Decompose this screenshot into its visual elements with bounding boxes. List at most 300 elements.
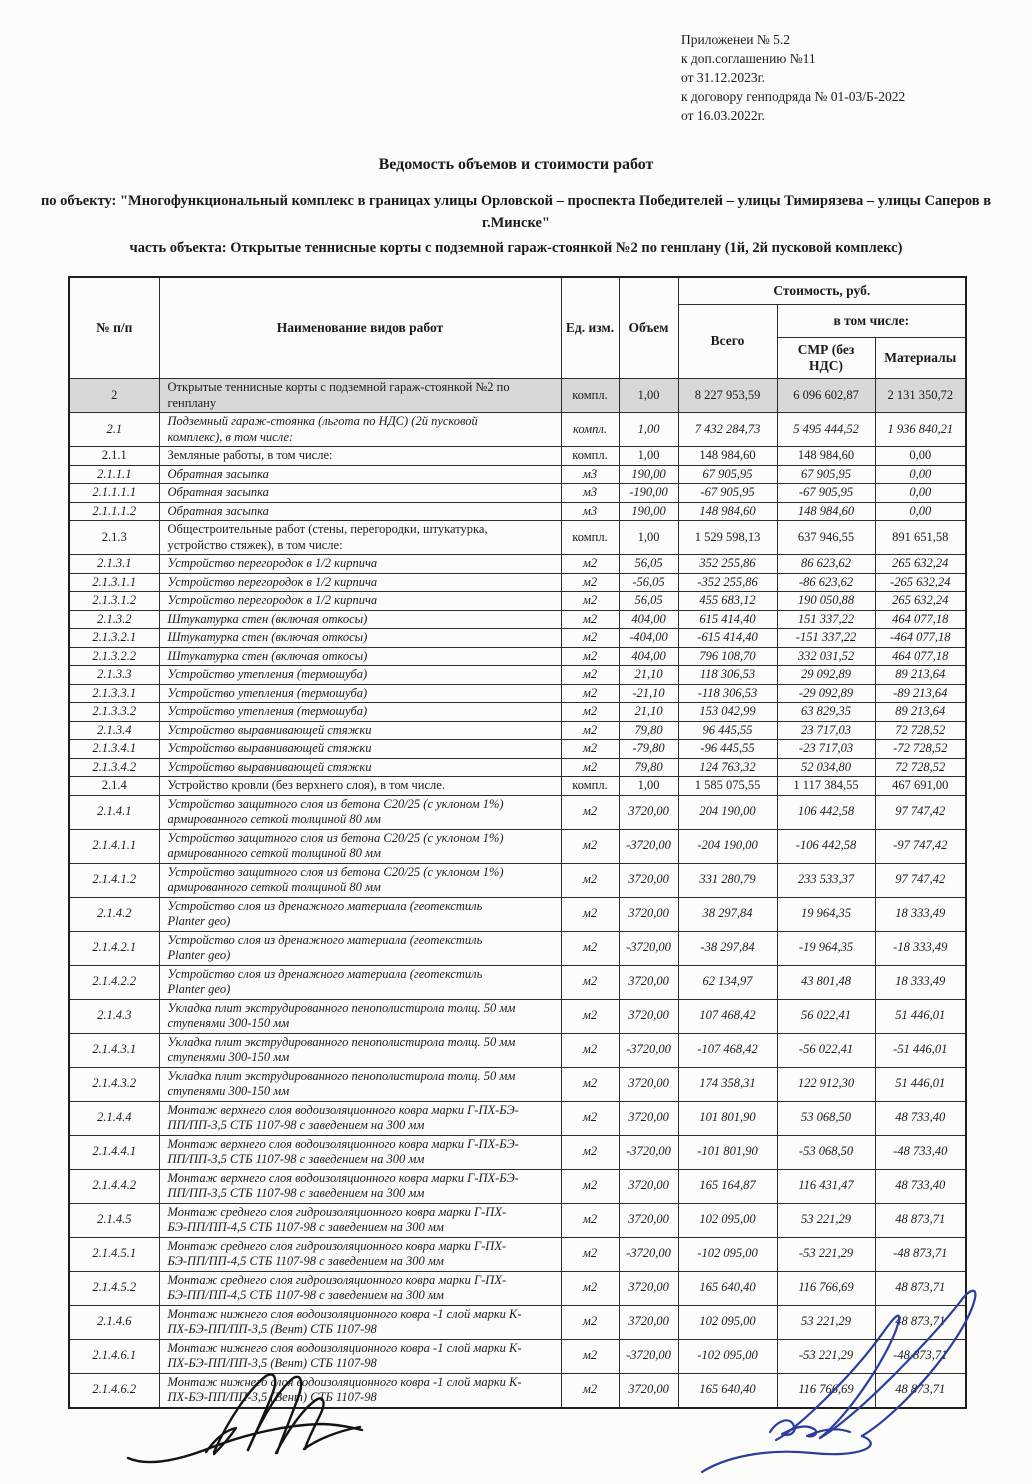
cell-materials: 72 728,52 <box>875 721 966 740</box>
cell-name: Устройство утепления (термошуба) <box>159 703 561 722</box>
cell-total: -352 255,86 <box>678 573 777 592</box>
cell-volume: 190,00 <box>619 502 678 521</box>
cell-smr: 116 766,69 <box>777 1373 875 1408</box>
table-row <box>69 703 966 722</box>
col-header-num: № п/п <box>69 277 159 379</box>
cell-num: 2.1.4.3.2 <box>69 1067 159 1101</box>
cell-materials: -97 747,42 <box>875 829 966 863</box>
cell-smr: 122 912,30 <box>777 1067 875 1101</box>
cell-volume: 56,05 <box>619 555 678 574</box>
cell-total: 7 432 284,73 <box>678 413 777 447</box>
cell-unit: м2 <box>561 703 619 722</box>
cell-name: Устройство перегородок в 1/2 кирпича <box>159 573 561 592</box>
col-header-including: в том числе: <box>777 305 966 338</box>
table-row <box>69 863 966 897</box>
col-header-smr: СМР (без НДС) <box>777 338 875 379</box>
table-row <box>69 1305 966 1339</box>
cell-volume: 3720,00 <box>619 897 678 931</box>
cell-smr: 56 022,41 <box>777 999 875 1033</box>
cell-name: Обратная засыпка <box>159 502 561 521</box>
cell-materials: -265 632,24 <box>875 573 966 592</box>
cell-name: Монтаж среднего слоя гидроизоляционного ковра марки Г-ПХ-БЭ-ПП/ПП-4,5 СТБ 1107-98 с заведением на 300 мм <box>159 1203 561 1237</box>
table-row <box>69 1203 966 1237</box>
cell-smr: 116 431,47 <box>777 1169 875 1203</box>
cell-volume: -3720,00 <box>619 1033 678 1067</box>
cell-materials: -51 446,01 <box>875 1033 966 1067</box>
table-row <box>69 829 966 863</box>
cell-volume: 3720,00 <box>619 999 678 1033</box>
cell-total: 455 683,12 <box>678 592 777 611</box>
cell-total: -101 801,90 <box>678 1135 777 1169</box>
cell-num: 2.1.3.2 <box>69 610 159 629</box>
cell-volume: 3720,00 <box>619 1101 678 1135</box>
appendix-line: к доп.соглашению №11 <box>681 51 816 66</box>
cell-materials: 464 077,18 <box>875 647 966 666</box>
cell-total: 796 108,70 <box>678 647 777 666</box>
cell-volume: -3720,00 <box>619 829 678 863</box>
cell-unit: м2 <box>561 931 619 965</box>
cell-num: 2.1.4.4.2 <box>69 1169 159 1203</box>
cell-materials: 89 213,64 <box>875 666 966 685</box>
cell-volume: 56,05 <box>619 592 678 611</box>
cell-materials: 48 733,40 <box>875 1169 966 1203</box>
table-row <box>69 447 966 466</box>
cell-unit: м2 <box>561 629 619 648</box>
cell-total: -118 306,53 <box>678 684 777 703</box>
cell-num: 2.1 <box>69 413 159 447</box>
cell-name: Открытые теннисные корты с подземной гараж-стоянкой №2 по генплану <box>159 379 561 413</box>
cell-num: 2.1.4.3.1 <box>69 1033 159 1067</box>
table-row <box>69 931 966 965</box>
cell-total: 165 640,40 <box>678 1373 777 1408</box>
cell-total: 1 529 598,13 <box>678 521 777 555</box>
cell-num: 2.1.4.4 <box>69 1101 159 1135</box>
cell-name: Обратная засыпка <box>159 484 561 503</box>
table-row <box>69 629 966 648</box>
cell-unit: м2 <box>561 1067 619 1101</box>
cell-num: 2.1.3.4.1 <box>69 740 159 759</box>
cell-materials: 467 691,00 <box>875 777 966 796</box>
cell-smr: 29 092,89 <box>777 666 875 685</box>
cell-name: Устройство защитного слоя из бетона С20/25 (с уклоном 1%) армированного сеткой толщиной 80 мм <box>159 863 561 897</box>
cell-unit: м2 <box>561 610 619 629</box>
cell-materials: -48 873,71 <box>875 1339 966 1373</box>
cell-unit: м2 <box>561 666 619 685</box>
table-row <box>69 684 966 703</box>
col-header-materials: Материалы <box>875 338 966 379</box>
cell-total: 102 095,00 <box>678 1305 777 1339</box>
table-row <box>69 592 966 611</box>
table-row <box>69 721 966 740</box>
table-row <box>69 1373 966 1408</box>
cell-total: -204 190,00 <box>678 829 777 863</box>
cell-unit: м2 <box>561 1373 619 1408</box>
cell-materials: 2 131 350,72 <box>875 379 966 413</box>
cell-unit: м2 <box>561 647 619 666</box>
cell-smr: 63 829,35 <box>777 703 875 722</box>
cell-volume: -3720,00 <box>619 1135 678 1169</box>
cell-name: Земляные работы, в том числе: <box>159 447 561 466</box>
cell-num: 2.1.3.2.1 <box>69 629 159 648</box>
cell-smr: 116 766,69 <box>777 1271 875 1305</box>
cell-unit: м2 <box>561 1033 619 1067</box>
cell-unit: компл. <box>561 521 619 555</box>
cell-smr: 86 623,62 <box>777 555 875 574</box>
appendix-line: от 31.12.2023г. <box>681 70 765 85</box>
cell-materials: 0,00 <box>875 502 966 521</box>
cell-name: Устройство перегородок в 1/2 кирпича <box>159 592 561 611</box>
cell-unit: м2 <box>561 863 619 897</box>
cell-total: 165 640,40 <box>678 1271 777 1305</box>
cell-num: 2 <box>69 379 159 413</box>
cell-smr: 6 096 602,87 <box>777 379 875 413</box>
cell-unit: м3 <box>561 465 619 484</box>
cell-name: Устройство кровли (без верхнего слоя), в том числе. <box>159 777 561 796</box>
cell-volume: 1,00 <box>619 521 678 555</box>
cell-materials: 97 747,42 <box>875 863 966 897</box>
cell-materials: 97 747,42 <box>875 795 966 829</box>
cell-materials: 51 446,01 <box>875 1067 966 1101</box>
cell-name: Подземный гараж-стоянка (льгота по НДС) (2й пусковой комплекс), в том числе: <box>159 413 561 447</box>
cell-smr: -53 068,50 <box>777 1135 875 1169</box>
works-table-body <box>69 379 966 1408</box>
cell-materials: 18 333,49 <box>875 965 966 999</box>
cell-volume: 404,00 <box>619 610 678 629</box>
cell-total: -67 905,95 <box>678 484 777 503</box>
cell-total: 107 468,42 <box>678 999 777 1033</box>
cell-name: Укладка плит экструдированного пенополистирола толщ. 50 мм ступенями 300-150 мм <box>159 999 561 1033</box>
cell-materials: 0,00 <box>875 484 966 503</box>
cell-materials: -18 333,49 <box>875 931 966 965</box>
subtitle-part: часть объекта: Открытые теннисные корты с подземной гараж-стоянкой №2 по генплану (1й, 2й пусковой комплекс) <box>129 240 903 256</box>
table-row <box>69 1169 966 1203</box>
cell-volume: 21,10 <box>619 666 678 685</box>
cell-num: 2.1.4.1.2 <box>69 863 159 897</box>
table-row <box>69 777 966 796</box>
cell-volume: -3720,00 <box>619 1339 678 1373</box>
cell-volume: 1,00 <box>619 447 678 466</box>
appendix-line: к договору генподряда № 01-03/Б-2022 <box>681 89 906 104</box>
cell-smr: 43 801,48 <box>777 965 875 999</box>
cell-num: 2.1.4.1 <box>69 795 159 829</box>
cell-num: 2.1.3 <box>69 521 159 555</box>
cell-smr: 106 442,58 <box>777 795 875 829</box>
cell-total: -107 468,42 <box>678 1033 777 1067</box>
cell-num: 2.1.3.2.2 <box>69 647 159 666</box>
cell-num: 2.1.3.3.2 <box>69 703 159 722</box>
cell-total: 204 190,00 <box>678 795 777 829</box>
table-row <box>69 1339 966 1373</box>
cell-smr: -23 717,03 <box>777 740 875 759</box>
cell-unit: м2 <box>561 1169 619 1203</box>
cell-volume: -3720,00 <box>619 931 678 965</box>
cell-num: 2.1.4.4.1 <box>69 1135 159 1169</box>
cell-smr: -56 022,41 <box>777 1033 875 1067</box>
cell-smr: 19 964,35 <box>777 897 875 931</box>
cell-total: -102 095,00 <box>678 1237 777 1271</box>
cell-volume: 1,00 <box>619 379 678 413</box>
cell-smr: 53 221,29 <box>777 1203 875 1237</box>
cell-unit: м2 <box>561 1135 619 1169</box>
cell-name: Устройство выравнивающей стяжки <box>159 758 561 777</box>
cell-materials: 0,00 <box>875 465 966 484</box>
cell-num: 2.1.4.2.2 <box>69 965 159 999</box>
cell-num: 2.1.4.6.2 <box>69 1373 159 1408</box>
cell-materials: -89 213,64 <box>875 684 966 703</box>
cell-unit: м2 <box>561 592 619 611</box>
cell-materials: -48 733,40 <box>875 1135 966 1169</box>
cell-num: 2.1.3.1 <box>69 555 159 574</box>
cell-smr: 1 117 384,55 <box>777 777 875 796</box>
cell-volume: 190,00 <box>619 465 678 484</box>
cell-smr: 23 717,03 <box>777 721 875 740</box>
cell-total: 153 042,99 <box>678 703 777 722</box>
cell-num: 2.1.1.1 <box>69 465 159 484</box>
cell-num: 2.1.4.5.2 <box>69 1271 159 1305</box>
cell-materials: -48 873,71 <box>875 1237 966 1271</box>
cell-num: 2.1.4.2.1 <box>69 931 159 965</box>
cell-name: Устройство утепления (термошуба) <box>159 684 561 703</box>
cell-materials: 48 873,71 <box>875 1203 966 1237</box>
cell-name: Устройство выравнивающей стяжки <box>159 740 561 759</box>
cell-num: 2.1.3.4.2 <box>69 758 159 777</box>
cell-num: 2.1.4.5.1 <box>69 1237 159 1271</box>
cell-volume: 3720,00 <box>619 965 678 999</box>
cell-name: Монтаж среднего слоя гидроизоляционного ковра марки Г-ПХ-БЭ-ПП/ПП-4,5 СТБ 1107-98 с заведением на 300 мм <box>159 1271 561 1305</box>
cell-total: 352 255,86 <box>678 555 777 574</box>
cell-name: Укладка плит экструдированного пенополистирола толщ. 50 мм ступенями 300-150 мм <box>159 1067 561 1101</box>
cell-total: -102 095,00 <box>678 1339 777 1373</box>
cell-name: Общестроительные работ (стены, перегородки, штукатурка, устройство стяжек), в том числе: <box>159 521 561 555</box>
cell-name: Укладка плит экструдированного пенополистирола толщ. 50 мм ступенями 300-150 мм <box>159 1033 561 1067</box>
cell-name: Монтаж верхнего слоя водоизоляционного ковра марки Г-ПХ-БЭ-ПП/ПП-3,5 СТБ 1107-98 с заведением на 300 мм <box>159 1169 561 1203</box>
cell-total: 67 905,95 <box>678 465 777 484</box>
cell-volume: 3720,00 <box>619 1271 678 1305</box>
cell-name: Устройство слоя из дренажного материала (геотекстиль Planter geo) <box>159 931 561 965</box>
cell-materials: 464 077,18 <box>875 610 966 629</box>
col-header-name: Наименование видов работ <box>159 277 561 379</box>
cell-name: Штукатурка стен (включая откосы) <box>159 629 561 648</box>
cell-volume: 1,00 <box>619 777 678 796</box>
cell-unit: м2 <box>561 829 619 863</box>
cell-smr: 52 034,80 <box>777 758 875 777</box>
cell-volume: 3720,00 <box>619 1373 678 1408</box>
cell-unit: м3 <box>561 484 619 503</box>
cell-total: 1 585 075,55 <box>678 777 777 796</box>
cell-unit: компл. <box>561 447 619 466</box>
table-row <box>69 573 966 592</box>
col-header-total: Всего <box>678 305 777 379</box>
cell-materials: 48 873,71 <box>875 1373 966 1408</box>
table-row <box>69 999 966 1033</box>
cell-volume: 3720,00 <box>619 1203 678 1237</box>
cell-unit: компл. <box>561 379 619 413</box>
cell-name: Обратная засыпка <box>159 465 561 484</box>
cell-name: Устройство выравнивающей стяжки <box>159 721 561 740</box>
page-title: Ведомость объемов и стоимости работ <box>378 156 654 173</box>
cell-num: 2.1.4.5 <box>69 1203 159 1237</box>
cell-total: -615 414,40 <box>678 629 777 648</box>
cell-total: 174 358,31 <box>678 1067 777 1101</box>
cell-num: 2.1.1.1.2 <box>69 502 159 521</box>
cell-smr: 5 495 444,52 <box>777 413 875 447</box>
cell-smr: 332 031,52 <box>777 647 875 666</box>
cell-name: Монтаж нижнего слоя водоизоляционного ковра -1 слой марки К-ПХ-БЭ-ПП/ПП-3,5 (Вент) СТБ 1107-98 <box>159 1305 561 1339</box>
cell-unit: компл. <box>561 413 619 447</box>
cell-unit: м2 <box>561 1237 619 1271</box>
cell-num: 2.1.3.3.1 <box>69 684 159 703</box>
works-table-header <box>69 277 966 379</box>
cell-volume: 3720,00 <box>619 863 678 897</box>
table-row <box>69 740 966 759</box>
cell-smr: -106 442,58 <box>777 829 875 863</box>
cell-materials: 48 733,40 <box>875 1101 966 1135</box>
cell-unit: м2 <box>561 684 619 703</box>
cell-smr: -53 221,29 <box>777 1237 875 1271</box>
cell-name: Монтаж среднего слоя гидроизоляционного ковра марки Г-ПХ-БЭ-ПП/ПП-4,5 СТБ 1107-98 с заведением на 300 мм <box>159 1237 561 1271</box>
cell-volume: 21,10 <box>619 703 678 722</box>
cell-volume: 79,80 <box>619 758 678 777</box>
appendix-block <box>681 30 905 125</box>
cell-materials: 1 936 840,21 <box>875 413 966 447</box>
cell-materials: -464 077,18 <box>875 629 966 648</box>
cell-unit: м3 <box>561 502 619 521</box>
table-row <box>69 1135 966 1169</box>
cell-num: 2.1.4.3 <box>69 999 159 1033</box>
cell-name: Устройство утепления (термошуба) <box>159 666 561 685</box>
cell-smr: -53 221,29 <box>777 1339 875 1373</box>
cell-smr: 233 533,37 <box>777 863 875 897</box>
cell-num: 2.1.1.1.1 <box>69 484 159 503</box>
cell-num: 2.1.4.2 <box>69 897 159 931</box>
cell-total: 148 984,60 <box>678 447 777 466</box>
cell-materials: 0,00 <box>875 447 966 466</box>
cell-materials: 265 632,24 <box>875 555 966 574</box>
appendix-line: Приложенеи № 5.2 <box>681 32 790 47</box>
cell-volume: 3720,00 <box>619 1305 678 1339</box>
cell-total: 101 801,90 <box>678 1101 777 1135</box>
cell-unit: м2 <box>561 573 619 592</box>
cell-total: -96 445,55 <box>678 740 777 759</box>
cell-unit: м2 <box>561 1101 619 1135</box>
cell-volume: -56,05 <box>619 573 678 592</box>
cell-name: Устройство слоя из дренажного материала (геотекстиль Planter geo) <box>159 897 561 931</box>
cell-total: 165 164,87 <box>678 1169 777 1203</box>
cell-unit: м2 <box>561 795 619 829</box>
cell-smr: 637 946,55 <box>777 521 875 555</box>
table-row <box>69 521 966 555</box>
cell-smr: -67 905,95 <box>777 484 875 503</box>
cell-materials: 72 728,52 <box>875 758 966 777</box>
cell-materials: 48 873,71 <box>875 1305 966 1339</box>
cell-smr: -19 964,35 <box>777 931 875 965</box>
cell-name: Штукатурка стен (включая откосы) <box>159 610 561 629</box>
cell-total: 62 134,97 <box>678 965 777 999</box>
cell-unit: м2 <box>561 1305 619 1339</box>
cell-name: Монтаж верхнего слоя водоизоляционного ковра марки Г-ПХ-БЭ-ПП/ПП-3,5 СТБ 1107-98 с заведением на 300 мм <box>159 1101 561 1135</box>
cell-total: 96 445,55 <box>678 721 777 740</box>
cell-total: 331 280,79 <box>678 863 777 897</box>
table-row <box>69 795 966 829</box>
cell-volume: -190,00 <box>619 484 678 503</box>
cell-total: 615 414,40 <box>678 610 777 629</box>
cell-smr: 148 984,60 <box>777 447 875 466</box>
table-row <box>69 1033 966 1067</box>
cell-materials: 891 651,58 <box>875 521 966 555</box>
cell-total: 148 984,60 <box>678 502 777 521</box>
cell-volume: 404,00 <box>619 647 678 666</box>
cell-num: 2.1.4.6.1 <box>69 1339 159 1373</box>
table-row <box>69 484 966 503</box>
cell-total: 8 227 953,59 <box>678 379 777 413</box>
table-row <box>69 413 966 447</box>
cell-num: 2.1.3.3 <box>69 666 159 685</box>
cell-smr: 53 068,50 <box>777 1101 875 1135</box>
cell-name: Монтаж верхнего слоя водоизоляционного ковра марки Г-ПХ-БЭ-ПП/ПП-3,5 СТБ 1107-98 с заведением на 300 мм <box>159 1135 561 1169</box>
cell-total: 124 763,32 <box>678 758 777 777</box>
cell-unit: м2 <box>561 740 619 759</box>
cell-materials: 265 632,24 <box>875 592 966 611</box>
cell-num: 2.1.3.1.2 <box>69 592 159 611</box>
cell-unit: м2 <box>561 721 619 740</box>
col-header-volume: Объем <box>619 277 678 379</box>
cell-smr: -29 092,89 <box>777 684 875 703</box>
cell-total: -38 297,84 <box>678 931 777 965</box>
cell-volume: 3720,00 <box>619 1067 678 1101</box>
table-row <box>69 666 966 685</box>
cell-total: 102 095,00 <box>678 1203 777 1237</box>
cell-smr: -151 337,22 <box>777 629 875 648</box>
cell-name: Устройство слоя из дренажного материала (геотекстиль Planter geo) <box>159 965 561 999</box>
cell-volume: -21,10 <box>619 684 678 703</box>
table-row <box>69 379 966 413</box>
cell-unit: м2 <box>561 1203 619 1237</box>
table-row <box>69 502 966 521</box>
table-row <box>69 610 966 629</box>
cell-num: 2.1.1 <box>69 447 159 466</box>
subtitle-object: по объекту: "Многофункциональный комплекс в границах улицы Орловской – проспекта Победителей – улицы Тимирязева – улицы Саперов в г.Минске" <box>40 193 992 231</box>
cell-unit: м2 <box>561 999 619 1033</box>
cell-smr: 67 905,95 <box>777 465 875 484</box>
cell-unit: м2 <box>561 555 619 574</box>
table-row <box>69 897 966 931</box>
cell-smr: 148 984,60 <box>777 502 875 521</box>
cell-num: 2.1.4.1.1 <box>69 829 159 863</box>
cell-unit: м2 <box>561 1271 619 1305</box>
table-row <box>69 647 966 666</box>
cell-num: 2.1.3.4 <box>69 721 159 740</box>
cell-unit: м2 <box>561 897 619 931</box>
cell-smr: -86 623,62 <box>777 573 875 592</box>
table-row <box>69 1067 966 1101</box>
cell-volume: -3720,00 <box>619 1237 678 1271</box>
cell-name: Устройство защитного слоя из бетона С20/25 (с уклоном 1%) армированного сеткой толщиной 80 мм <box>159 795 561 829</box>
cell-name: Монтаж нижнего слоя водоизоляционного ковра -1 слой марки К-ПХ-БЭ-ПП/ПП-3,5 (Вент) СТБ 1107-98 <box>159 1373 561 1408</box>
table-row <box>69 465 966 484</box>
cell-name: Устройство перегородок в 1/2 кирпича <box>159 555 561 574</box>
cell-materials: 89 213,64 <box>875 703 966 722</box>
cell-unit: м2 <box>561 758 619 777</box>
cell-num: 2.1.3.1.1 <box>69 573 159 592</box>
cell-materials: -72 728,52 <box>875 740 966 759</box>
table-row <box>69 1101 966 1135</box>
cell-smr: 151 337,22 <box>777 610 875 629</box>
col-header-unit: Ед. изм. <box>561 277 619 379</box>
cell-total: 118 306,53 <box>678 666 777 685</box>
table-row <box>69 758 966 777</box>
table-row <box>69 965 966 999</box>
cell-name: Штукатурка стен (включая откосы) <box>159 647 561 666</box>
